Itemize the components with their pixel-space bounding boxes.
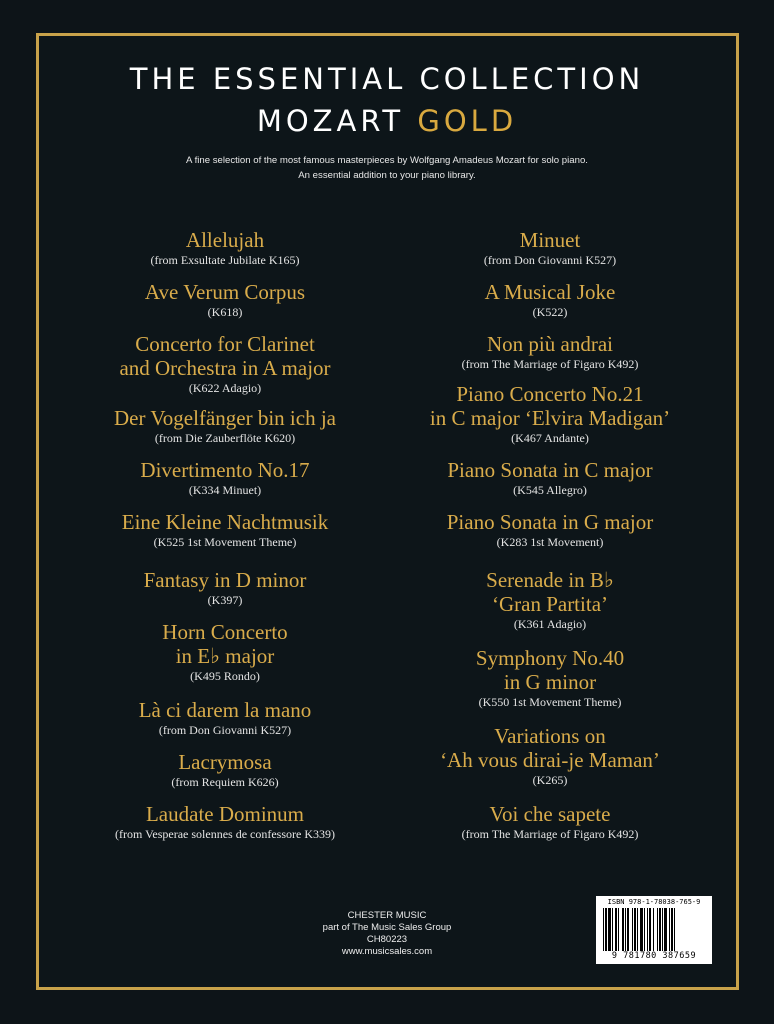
barcode-bar xyxy=(647,908,648,951)
barcode-bar xyxy=(632,908,633,951)
piece-item xyxy=(55,228,395,268)
piece-subtitle: (from The Marriage of Figaro K492) xyxy=(461,357,639,371)
composer-name: MOZART xyxy=(256,104,418,138)
piece-title: in G minor xyxy=(503,670,597,694)
barcode-bar xyxy=(603,908,604,951)
piece-title: Ave Verum Corpus xyxy=(144,280,306,304)
collection-title: THE ESSENTIAL COLLECTION xyxy=(129,62,645,96)
piece-item xyxy=(55,568,395,608)
piece-item xyxy=(380,228,720,268)
piece-title: Serenade in B♭ xyxy=(486,568,614,592)
piece-title: Lacrymosa xyxy=(178,750,272,774)
barcode-bar xyxy=(625,908,626,951)
piece-item xyxy=(55,750,395,790)
barcode-bar xyxy=(659,908,661,951)
piece-title: Là ci darem la mano xyxy=(138,698,312,722)
barcode-bar xyxy=(608,908,611,951)
piece-title: Piano Sonata in G major xyxy=(446,510,654,534)
piece-item xyxy=(380,332,720,372)
piece-title: Der Vogelfänger bin ich ja xyxy=(114,406,336,430)
composer-title xyxy=(0,104,774,138)
barcode-bar xyxy=(640,908,643,951)
piece-title: Voi che sapete xyxy=(489,802,611,826)
piece-item xyxy=(55,510,395,550)
barcode-bar xyxy=(649,908,651,951)
piece-item xyxy=(55,802,395,842)
catalogue-code: CH80223 xyxy=(366,934,408,945)
piece-title: and Orchestra in A major xyxy=(119,356,331,380)
piece-title: Laudate Dominum xyxy=(145,802,305,826)
piece-title: Non più andrai xyxy=(487,332,613,356)
piece-item xyxy=(55,280,395,320)
piece-subtitle: (from Vesperae solennes de confessore K339) xyxy=(114,827,336,841)
piece-item xyxy=(380,646,720,710)
piece-title: Symphony No.40 xyxy=(475,646,625,670)
piece-subtitle: (from Don Giovanni K527) xyxy=(483,253,617,267)
publisher-name: CHESTER MUSIC xyxy=(347,910,427,921)
piece-subtitle: (from Requiem K626) xyxy=(171,775,279,789)
piece-item xyxy=(55,458,395,498)
piece-subtitle: (K550 1st Movement Theme) xyxy=(478,695,622,709)
piece-subtitle: (from Exsultate Jubilate K165) xyxy=(150,253,300,267)
barcode-bar xyxy=(622,908,624,951)
barcode-bar xyxy=(664,908,667,951)
piece-title: ‘Ah vous dirai-je Maman’ xyxy=(440,748,660,772)
piece-subtitle: (K265) xyxy=(532,773,568,787)
barcode-bar xyxy=(657,908,658,951)
piece-subtitle: (K525 1st Movement Theme) xyxy=(153,535,297,549)
barcode-bar xyxy=(612,908,613,951)
piece-subtitle: (K334 Minuet) xyxy=(188,483,262,497)
piece-title: Concerto for Clarinet xyxy=(135,332,315,356)
piece-title: Piano Concerto No.21 xyxy=(456,382,644,406)
piece-item xyxy=(55,332,395,396)
piece-title: in E♭ major xyxy=(175,644,275,668)
piece-subtitle: (from Die Zauberflöte K620) xyxy=(154,431,296,445)
piece-title: in C major ‘Elvira Madigan’ xyxy=(429,406,671,430)
piece-item xyxy=(380,458,720,498)
piece-subtitle: (from The Marriage of Figaro K492) xyxy=(461,827,639,841)
barcode xyxy=(596,896,712,964)
piece-title: Piano Sonata in C major xyxy=(447,458,653,482)
piece-item xyxy=(380,510,720,550)
piece-item xyxy=(380,802,720,842)
piece-subtitle: (K397) xyxy=(207,593,243,607)
piece-subtitle: (K622 Adagio) xyxy=(188,381,262,395)
piece-item xyxy=(55,620,395,684)
piece-title: Divertimento No.17 xyxy=(140,458,310,482)
piece-title: Variations on xyxy=(494,724,606,748)
description-line-2: An essential addition to your piano library. xyxy=(298,170,476,181)
barcode-bar xyxy=(653,908,654,951)
gold-word: GOLD xyxy=(417,104,518,138)
barcode-bars xyxy=(602,908,706,951)
piece-title: Horn Concerto xyxy=(162,620,288,644)
piece-title: Allelujah xyxy=(185,228,265,252)
barcode-bar xyxy=(637,908,638,951)
barcode-bar xyxy=(634,908,636,951)
piece-subtitle: (K545 Allegro) xyxy=(513,483,587,497)
barcode-bar xyxy=(627,908,629,951)
isbn-label: ISBN 978-1-78038-765-9 xyxy=(607,898,701,906)
piece-item xyxy=(380,280,720,320)
barcode-bar xyxy=(615,908,617,951)
publisher-group: part of The Music Sales Group xyxy=(322,922,452,933)
barcode-bar xyxy=(674,908,675,951)
barcode-bar xyxy=(618,908,619,951)
piece-subtitle: (K467 Andante) xyxy=(511,431,589,445)
barcode-number: 9 781780 387659 xyxy=(611,951,697,961)
barcode-bar xyxy=(605,908,607,951)
piece-title: Minuet xyxy=(519,228,581,252)
description-line-1: A fine selection of the most famous masterpieces by Wolfgang Amadeus Mozart for solo piano. xyxy=(186,155,588,166)
piece-subtitle: (K495 Rondo) xyxy=(190,669,260,683)
piece-item xyxy=(55,698,395,738)
piece-item xyxy=(380,382,720,446)
piece-title: A Musical Joke xyxy=(484,280,616,304)
barcode-bar xyxy=(671,908,673,951)
piece-title: ‘Gran Partita’ xyxy=(491,592,609,616)
website-link[interactable]: www.musicsales.com xyxy=(341,946,433,957)
piece-subtitle: (K361 Adagio) xyxy=(513,617,587,631)
piece-subtitle: (from Don Giovanni K527) xyxy=(158,723,292,737)
barcode-bar xyxy=(662,908,663,951)
piece-title: Fantasy in D minor xyxy=(143,568,307,592)
piece-subtitle: (K522) xyxy=(532,305,568,319)
barcode-bar xyxy=(644,908,645,951)
piece-item xyxy=(55,406,395,446)
piece-item xyxy=(380,724,720,788)
piece-item xyxy=(380,568,720,632)
piece-subtitle: (K618) xyxy=(207,305,243,319)
piece-subtitle: (K283 1st Movement) xyxy=(496,535,604,549)
piece-title: Eine Kleine Nachtmusik xyxy=(121,510,329,534)
barcode-bar xyxy=(669,908,670,951)
